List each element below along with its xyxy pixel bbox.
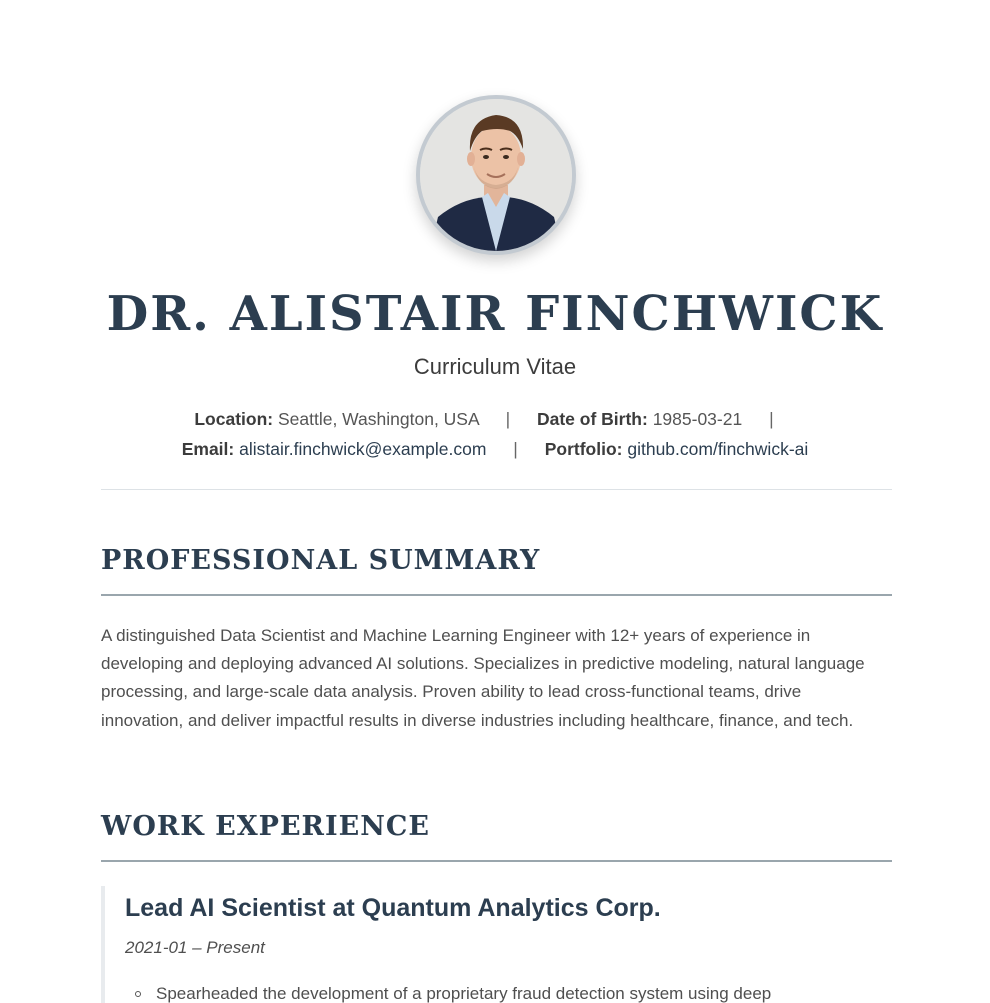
dob-label: Date of Birth:	[536, 409, 648, 429]
contact-row-1	[0, 407, 990, 431]
summary-heading: PROFESSIONAL SUMMARY	[101, 545, 541, 576]
contact-separator: |	[513, 439, 518, 459]
location-label: Location:	[194, 409, 274, 429]
document-subtitle: Curriculum Vitae	[413, 354, 577, 379]
summary-text: A distinguished Data Scientist and Machine Learning Engineer with 12+ years of experience in developing and deploying advanced AI solutions. Specializes in predictive modeling, natural language processing, and large-scale data analysis. Proven ability to lead cross-functional teams, drive innovation, and deliver impactful results in diverse industries including healthcare, finance, and tech.	[101, 626, 865, 730]
portfolio-label: Portfolio:	[544, 439, 623, 459]
location-value: Seattle, Washington, USA	[277, 409, 479, 429]
portfolio-link[interactable]: github.com/finchwick-ai	[627, 439, 809, 459]
candidate-name: DR. ALISTAIR FINCHWICK	[106, 286, 884, 342]
profile-photo	[416, 95, 576, 255]
summary-rule	[101, 594, 892, 596]
contact-row-2	[0, 437, 990, 461]
contact-separator: |	[505, 409, 511, 429]
job-title: Lead AI Scientist at Quantum Analytics Corp.	[125, 894, 661, 922]
bullet-text: Spearheaded the development of a proprietary fraud detection system using deep	[156, 984, 772, 1003]
email-link[interactable]: alistair.finchwick@example.com	[239, 439, 487, 459]
list-item	[125, 982, 885, 1003]
job-bullets	[125, 982, 885, 1003]
header-divider	[101, 489, 892, 490]
experience-rule	[101, 860, 892, 862]
job-entry	[101, 886, 892, 1003]
experience-heading: WORK EXPERIENCE	[101, 811, 430, 842]
contact-separator: |	[769, 409, 774, 429]
job-dates: 2021-01 – Present	[125, 938, 265, 957]
email-label: Email:	[181, 439, 235, 459]
dob-value: 1985-03-21	[652, 409, 743, 429]
circle-bullet-icon	[135, 991, 141, 997]
